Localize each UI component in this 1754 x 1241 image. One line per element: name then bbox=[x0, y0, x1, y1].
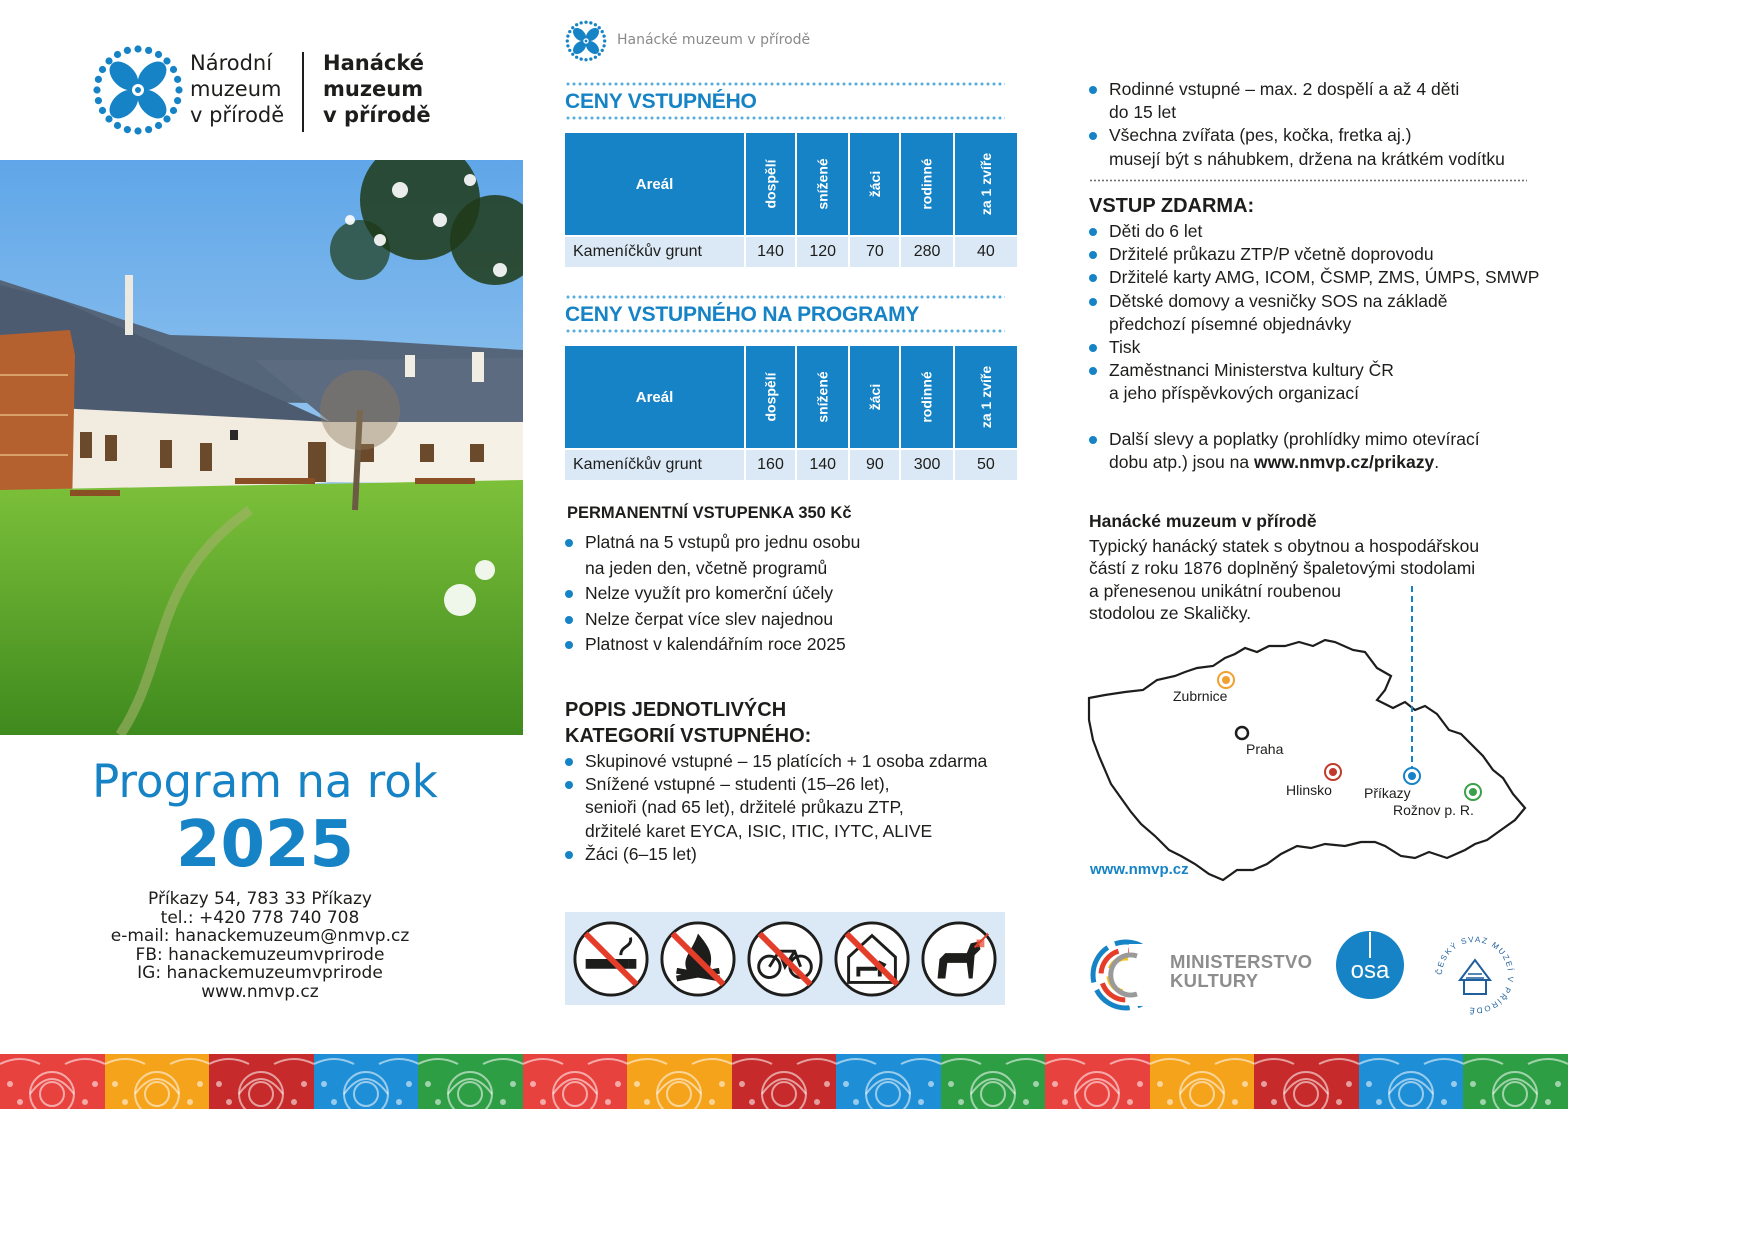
column-header: za 1 zvíře bbox=[955, 133, 1017, 237]
hlinsko-marker-icon bbox=[1325, 764, 1341, 780]
list-item: Dětské domovy a vesničky SOS na základě předchozí písemné objednávky bbox=[1089, 290, 1539, 336]
ornament-tile bbox=[1463, 1054, 1568, 1109]
list-item: Žáci (6–15 let) bbox=[565, 843, 987, 866]
column-header: rodinné bbox=[901, 346, 952, 450]
list-item: Tisk bbox=[1089, 336, 1539, 359]
roznov-marker-icon bbox=[1465, 784, 1481, 800]
flower-logo-icon bbox=[92, 44, 184, 136]
header-museum-name: Hanácké muzeum v přírodě bbox=[617, 32, 811, 48]
program-title: Program na rok bbox=[92, 755, 438, 808]
table-row bbox=[565, 237, 1017, 267]
farmstead-photo bbox=[0, 160, 523, 735]
dotted-divider bbox=[565, 329, 1005, 333]
prikazy-marker-icon bbox=[1404, 768, 1420, 784]
table-cell: 300 bbox=[901, 450, 952, 480]
table-cell: 280 bbox=[901, 237, 952, 267]
table-cell: Kameníčkův grunt bbox=[565, 450, 744, 480]
ornament-tile bbox=[1359, 1054, 1464, 1109]
ornament-tile bbox=[732, 1054, 837, 1109]
no-fire-icon bbox=[659, 920, 737, 998]
column-header: Areál bbox=[565, 346, 744, 450]
dotted-divider bbox=[565, 116, 1005, 120]
map-label-roznov: Rožnov p. R. bbox=[1393, 802, 1474, 818]
folk-ornament-strip bbox=[0, 1054, 1568, 1109]
map-label-hlinsko: Hlinsko bbox=[1286, 782, 1332, 798]
contact-email[interactable]: e-mail: hanackemuzeum@nmvp.cz bbox=[110, 926, 410, 946]
czech-open-air-museums-logo-icon bbox=[1430, 930, 1520, 1020]
table-cell: 120 bbox=[797, 237, 848, 267]
ornament-tile bbox=[836, 1054, 941, 1109]
table-row bbox=[565, 450, 1017, 480]
list-item: Skupinové vstupné – 15 platících + 1 osoba zdarma bbox=[565, 750, 987, 773]
contact-phone: tel.: +420 778 740 708 bbox=[160, 907, 360, 928]
table-header-row bbox=[565, 133, 1017, 237]
table-cell: 90 bbox=[850, 450, 899, 480]
prices-title: CENY VSTUPNÉHO bbox=[565, 90, 757, 113]
list-item: Platnost v kalendářním roce 2025 bbox=[565, 632, 860, 658]
contact-facebook[interactable]: FB: hanackemuzeumvprirode bbox=[135, 944, 385, 965]
ministry-of-culture-logo-icon bbox=[1089, 938, 1163, 1012]
dotted-divider bbox=[565, 82, 1005, 86]
table-header-row bbox=[565, 346, 1017, 450]
contact-website[interactable]: www.nmvp.cz bbox=[201, 981, 319, 1002]
map-website-link[interactable]: www.nmvp.cz bbox=[1090, 861, 1189, 878]
column-header: za 1 zvíře bbox=[955, 346, 1017, 450]
dotted-divider bbox=[565, 295, 1005, 299]
ornament-tile bbox=[523, 1054, 628, 1109]
column-header: dospělí bbox=[746, 133, 795, 237]
program-prices-table bbox=[563, 346, 1019, 480]
free-entry-title: VSTUP ZDARMA: bbox=[1089, 195, 1255, 217]
table-cell: 160 bbox=[746, 450, 795, 480]
extra-discounts-list bbox=[1089, 428, 1480, 474]
program-prices-title: CENY VSTUPNÉHO NA PROGRAMY bbox=[565, 303, 920, 326]
table-cell: 70 bbox=[850, 237, 899, 267]
table-cell: 40 bbox=[955, 237, 1017, 267]
svg-text:osa: osa bbox=[1350, 957, 1390, 984]
no-smoking-icon bbox=[572, 920, 650, 998]
prohibition-signs bbox=[565, 912, 1005, 1005]
free-entry-list bbox=[1089, 220, 1539, 406]
permanent-ticket-title: PERMANENTNÍ VSTUPENKA 350 Kč bbox=[567, 504, 852, 522]
column-header: Areál bbox=[565, 133, 744, 237]
small-flower-logo-icon bbox=[565, 20, 607, 62]
column-header: dospělí bbox=[746, 346, 795, 450]
list-item: Platná na 5 vstupů pro jednu osobu na jeden den, včetně programů bbox=[565, 530, 860, 581]
list-item: Nelze čerpat více slev najednou bbox=[565, 607, 860, 633]
list-item: Děti do 6 let bbox=[1089, 220, 1539, 243]
categories-title: POPIS JEDNOTLIVÝCH KATEGORIÍ VSTUPNÉHO: bbox=[565, 699, 812, 747]
table-cell: 140 bbox=[746, 237, 795, 267]
list-item: Držitelé průkazu ZTP/P včetně doprovodu bbox=[1089, 243, 1539, 266]
column-header: snížené bbox=[797, 346, 848, 450]
museum-description-title: Hanácké muzeum v přírodě bbox=[1089, 511, 1317, 531]
column-header: žáci bbox=[850, 346, 899, 450]
family-pets-list bbox=[1089, 78, 1505, 171]
table-cell: 140 bbox=[797, 450, 848, 480]
museum-description: Typický hanácký statek s obytnou a hospodářskou částí z roku 1876 doplněný špaletovými stodolami a přenesenou unikátní roubenou stodolou ze Skaličky. bbox=[1089, 536, 1480, 623]
list-item: Nelze využít pro komerční účely bbox=[565, 581, 860, 607]
permanent-ticket-list bbox=[565, 530, 860, 658]
program-year: 2025 bbox=[175, 808, 355, 882]
ornament-tile bbox=[0, 1054, 105, 1109]
column-header: rodinné bbox=[901, 133, 952, 237]
no-bicycle-icon bbox=[746, 920, 824, 998]
map-label-praha: Praha bbox=[1246, 741, 1284, 757]
czech-map bbox=[1085, 580, 1535, 885]
list-item: Držitelé karty AMG, ICOM, ČSMP, ZMS, ÚMPS, SMWP bbox=[1089, 266, 1539, 289]
ornament-tile bbox=[1150, 1054, 1255, 1109]
categories-list bbox=[565, 750, 987, 866]
list-item: Zaměstnanci Ministerstva kultury ČR a jeho příspěvkových organizací bbox=[1089, 359, 1539, 405]
logo-divider bbox=[302, 52, 304, 132]
dotted-divider bbox=[1089, 179, 1527, 182]
ornament-tile bbox=[627, 1054, 732, 1109]
column-header: snížené bbox=[797, 133, 848, 237]
no-dogs-inside-icon bbox=[833, 920, 911, 998]
map-label-prikazy: Příkazy bbox=[1364, 785, 1411, 801]
dog-on-leash-muzzle-icon bbox=[920, 920, 998, 998]
table-cell: Kameníčkův grunt bbox=[565, 237, 744, 267]
column-header: žáci bbox=[850, 133, 899, 237]
zubrnice-marker-icon bbox=[1218, 672, 1234, 688]
nmvp-logo bbox=[92, 44, 472, 140]
osa-logo-icon bbox=[1335, 930, 1405, 1000]
svg-text:ČESKÝ SVAZ MUZEÍ V PŘÍRODĚ: ČESKÝ SVAZ MUZEÍ V PŘÍRODĚ bbox=[1434, 934, 1516, 1016]
table-cell: 50 bbox=[955, 450, 1017, 480]
prices-table bbox=[563, 133, 1019, 267]
ornament-tile bbox=[418, 1054, 523, 1109]
ministry-of-culture-text: MINISTERSTVO KULTURY bbox=[1170, 951, 1313, 991]
logo-text-right: Hanácké muzeum v přírodě bbox=[323, 51, 431, 127]
ornament-tile bbox=[1045, 1054, 1150, 1109]
contact-address: Příkazy 54, 783 33 Příkazy bbox=[148, 889, 372, 909]
ornament-tile bbox=[314, 1054, 419, 1109]
list-item: Rodinné vstupné – max. 2 dospělí a až 4 děti do 15 let bbox=[1089, 78, 1505, 124]
map-label-zubrnice: Zubrnice bbox=[1173, 688, 1228, 704]
ornament-tile bbox=[941, 1054, 1046, 1109]
logo-text-left: Národní muzeum v přírodě bbox=[190, 51, 285, 127]
prikazy-link[interactable]: www.nmvp.cz/prikazy bbox=[1253, 452, 1435, 473]
list-item: Všechna zvířata (pes, kočka, fretka aj.) musejí být s náhubkem, držena na krátkém vodítku bbox=[1089, 124, 1505, 170]
list-item: Další slevy a poplatky (prohlídky mimo otevírací dobu atp.) jsou na www.nmvp.cz/prikazy. bbox=[1089, 428, 1480, 474]
contact-instagram[interactable]: IG: hanackemuzeumvprirode bbox=[137, 963, 383, 983]
contact-block bbox=[0, 890, 520, 1001]
ornament-tile bbox=[1254, 1054, 1359, 1109]
list-item: Snížené vstupné – studenti (15–26 let), senioři (nad 65 let), držitelé průkazu ZTP, držitelé karet EYCA, ISIC, ITIC, IYTC, ALIVE bbox=[565, 773, 987, 843]
ornament-tile bbox=[209, 1054, 314, 1109]
ornament-tile bbox=[105, 1054, 210, 1109]
